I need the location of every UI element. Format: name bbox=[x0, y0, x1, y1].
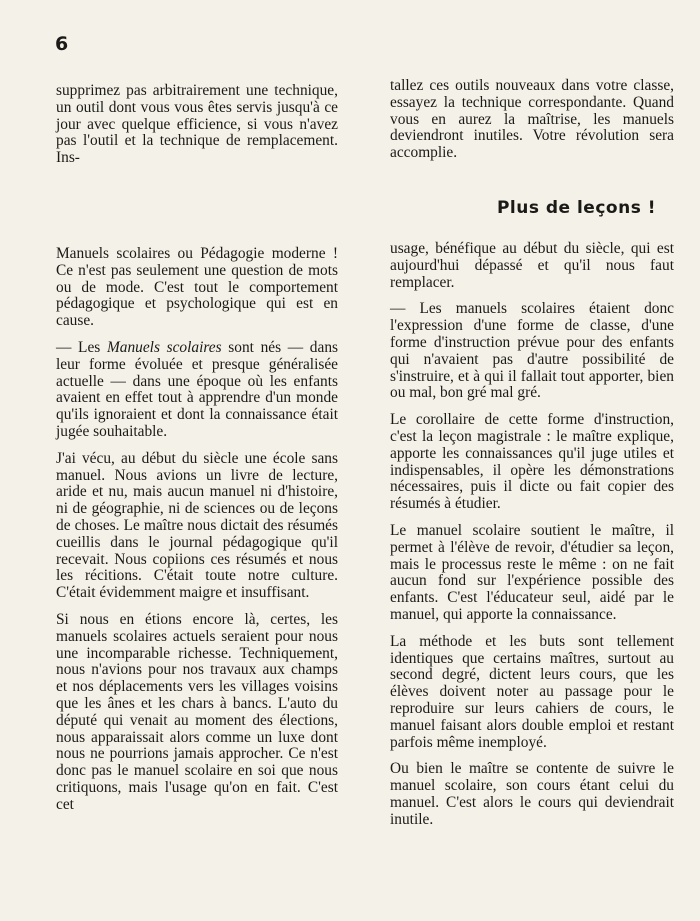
paragraph: Si nous en étions encore là, certes, les manuels scolaires actuels seraient pour nous une incomparable richesse. Techniquement, nous n'avions pour nos travaux aux champs et nos déplacements vers les villages voisins que les ânes et les chars à bancs. L'auto du député qui venait au moment des élections, nous apparaissait alors comme un luxe dont nous ne pourrions jamais approcher. Ce n'est donc pas le manuel scolaire en soi que nous critiquons, mais l'usage qu'on en fait. C'est cet bbox=[56, 610, 338, 813]
page-number: 6 bbox=[55, 33, 69, 55]
paragraph bbox=[56, 340, 338, 441]
paragraph: usage, bénéfique au début du siècle, qui est aujourd'hui dépassé et qu'il nous faut remplacer. bbox=[390, 240, 674, 291]
emphasis-text: Manuels scolaires bbox=[106, 338, 222, 356]
paragraph: — Les manuels scolaires étaient donc l'expression d'une forme de classe, d'une forme d'instruction prévue pour des enfants qui n'avaient pas d'autre possibilité de s'instruire, et à qui il fallait tout apporter, bien ou mal, bon gré mal gré. bbox=[390, 300, 674, 402]
paragraph: Le corollaire de cette forme d'instruction, c'est la leçon magistrale : le maître explique, apporte les connaissances qu'il juge utiles et indispensables, il opère les démonstrations nécessaires, puis il dicte ou fait copier des résumés à étudier. bbox=[390, 411, 674, 513]
paragraph: Ou bien le maître se contente de suivre le manuel scolaire, son cours étant celui du manuel. C'est alors le cours qui deviendrait inutile. bbox=[390, 760, 674, 828]
paragraph: La méthode et les buts sont tellement identiques que certains maîtres, surtout au second degré, dictent leurs cours, que les élèves doivent noter au passage pour le reproduire sur leurs cahiers de cours, le manuel faisant alors double emploi et restant parfois même inemployé. bbox=[390, 632, 674, 751]
top-left-column bbox=[56, 83, 338, 167]
paragraph: Manuels scolaires ou Pédagogie moderne ! Ce n'est pas seulement une question de mots ou de mode. C'est tout le comportement pédagogique et psychologique qui est en cause. bbox=[56, 245, 338, 330]
paragraph: tallez ces outils nouveaux dans votre classe, essayez la technique correspondante. Quand vous en aurez la maîtrise, les manuels deviendront inutiles. Votre révolution sera accomplie. bbox=[390, 77, 674, 162]
right-column bbox=[390, 241, 674, 839]
section-heading: Plus de leçons ! bbox=[496, 198, 656, 218]
paragraph-text: sont nés — dans leur forme évoluée et presque généralisée actuelle — dans une époque où les enfants avaient en effet tout à apprendre d'un monde qu'ils ignoraient et dont la connaissance était jugée souhaitable. bbox=[56, 338, 339, 440]
left-column bbox=[56, 246, 338, 824]
paragraph-text: — Les bbox=[56, 338, 107, 356]
paragraph: supprimez pas arbitrairement une technique, un outil dont vous vous êtes servis jusqu'à ce jour avec quelque efficience, si vous n'avez pas l'outil et la technique de remplacement. Ins- bbox=[56, 82, 338, 167]
paragraph: Le manuel scolaire soutient le maître, il permet à l'élève de revoir, d'étudier sa leçon, mais le processus reste le même : on ne fait aucun fond sur l'expérience possible des enfants. C'est l'éducateur seul, aidé par le manuel, qui apporte la connaissance. bbox=[390, 521, 674, 623]
top-right-column bbox=[390, 78, 674, 162]
paragraph: J'ai vécu, au début du siècle une école sans manuel. Nous avions un livre de lecture, aride et nu, mais aucun manuel ni d'histoire, ni de géographie, ni de sciences ou de leçons de choses. Le maître nous dictait des résumés cueillis dans le journal pédagogique qu'il recevait. Nous copiions ces résumés et nous les récitions. C'était toute notre culture. C'était évidemment maigre et insuffisant. bbox=[56, 449, 338, 602]
